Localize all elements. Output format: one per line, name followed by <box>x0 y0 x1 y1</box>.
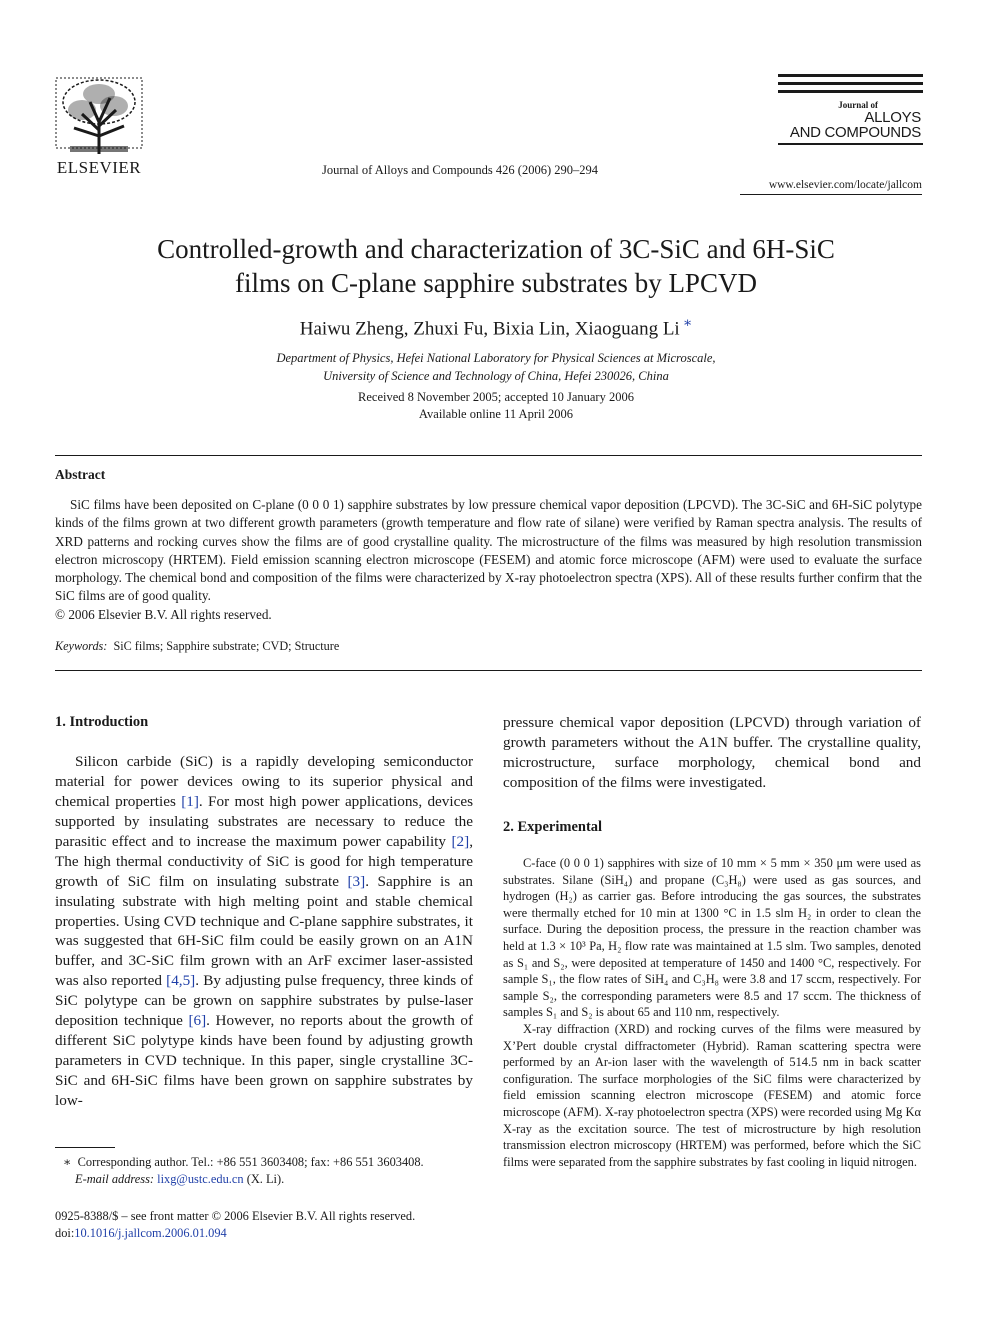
paper-title: Controlled-growth and characterization of 3C-SiC and 6H-SiC films on C-plane sapphire substrates by LPCVD <box>157 234 835 298</box>
available-date: Available online 11 April 2006 <box>418 407 574 421</box>
journal-logo <box>778 74 923 146</box>
section-heading-experimental: 2. Experimental <box>503 819 603 835</box>
journal-logo-top: Journal of <box>838 100 878 110</box>
author-email-link[interactable]: lixg@ustc.edu.cn <box>157 1171 244 1186</box>
citation-link-6[interactable]: [6] <box>188 1012 207 1030</box>
publisher-name: ELSEVIER <box>56 158 142 177</box>
abstract-heading: Abstract <box>55 467 106 482</box>
doi-link[interactable]: 10.1016/j.jallcom.2006.01.094 <box>74 1225 227 1240</box>
footnote-rule <box>55 1147 115 1148</box>
abstract-top-rule <box>55 455 922 456</box>
journal-logo-line2: AND COMPOUNDS <box>789 124 921 141</box>
article-footer: 0925-8388/$ – see front matter © 2006 Elsevier B.V. All rights reserved. doi:10.1016/j.jallcom.2006.01.094 <box>55 1208 473 1241</box>
citation-link-2[interactable]: [2] <box>451 832 470 850</box>
received-dates: Received 8 November 2005; accepted 10 January 2006 <box>358 390 634 404</box>
citation-link-4-5[interactable]: [4,5] <box>166 972 196 990</box>
journal-citation: Journal of Alloys and Compounds 426 (2006) 290–294 <box>321 163 599 177</box>
abstract-copyright: © 2006 Elsevier B.V. All rights reserved. <box>55 607 272 622</box>
corresponding-author-footnote: ∗ Corresponding author. Tel.: +86 551 3603408; fax: +86 551 3603408. E-mail address: lixg@ustc.edu.cn (X. Li). <box>63 1155 424 1186</box>
journal-logo-line1: ALLOYS <box>864 109 921 126</box>
introduction-body: Silicon carbide (SiC) is a rapidly developing semiconductor material for power devices owing to its superior physical and chemical properties [1]. For most high power applications, devices supported by insulating substrates are necessary to reduce the parasitic effect and to increase the maximum power capability [2], The high thermal conductivity of SiC is good for high temperature growth of SiC film on insulating substrate [3]. Sapphire is an insulating substrate with high melting point and stable chemical properties. Using CVD technique and C-plane sapphire substrates, it was suggested that 6H-SiC film could be easily grown on an A1N buffer, and 3C-SiC film grown with an ArF excimer laser-assisted was also reported [4,5]. By adjusting pulse frequency, three kinds of SiC polytype can be grown on sapphire substrates by pulse-laser deposition technique [6]. However, no reports about the growth of different SiC polytype kinds have been found by adjusting growth parameters in CVD technique. In this paper, single crystalline 3C-SiC and 6H-SiC films have been grown on sapphire substrates by low- <box>55 753 474 1109</box>
abstract-bottom-rule <box>55 670 922 671</box>
keywords-label: Keywords: <box>55 639 108 653</box>
keywords <box>55 639 339 654</box>
affiliation-line-1: Department of Physics, Hefei National Laboratory for Physical Sciences at Microscale, <box>276 351 716 365</box>
citation-link-1[interactable]: [1] <box>181 792 199 810</box>
experimental-body: C-face (0 0 0 1) sapphires with size of 10 mm × 5 mm × 350 μm were used as substrates. Silane (SiH₄) and propane (C₃H₈) were used as gas sources, and hydrogen (H₂) as carrier gas. Before introducing the gas sources, the substrates were thermally etched for 10 min at 1300 °C in 1.5 slm H₂ in order to clean the surface. During the deposition process, the pressure in the reaction chamber was held at 1.3 × 10³ Pa, H₂ flow rate was maintained at 1.5 slm. Two samples, denoted as S₁ and S₂, were deposited at temperature of 1450 and 1400 °C, respectively. For sample S₁, the flow rates of SiH₄ and C₃H₈ were 3.8 and 17 sccm, respectively. For sample S₂, the corresponding parameters were 8.5 and 17 sccm. The thickness of samples S₁ and S₂ is about 65 and 110 nm, respectively. X-ray diffraction (XRD) and rocking curves of the films were measured by X’Pert double crystal diffractometer (Hybrid). Raman scattering spectra were performed by an Ar-ion laser with the wavelength of 514.5 nm in back scatter configuration. The surface morphologies of the SiC films were characterized by field emission scanning electron microscope (FESEM) and atomic force microscope (AFM). X-ray photoelectron spectra (XPS) were recorded using Mg Kα X-ray as the excitation source. The test of microstructure by high resolution transmission electron microscopy (HRTEM) was performed, before which the SiC films were separated from the sapphire substrates by fast cooling in liquid nitrogen. <box>503 856 921 1169</box>
journal-url-link[interactable]: www.elsevier.com/locate/jallcom <box>768 179 922 191</box>
header-rule <box>740 194 922 195</box>
citation-link-3[interactable]: [3] <box>347 872 366 890</box>
introduction-continued: pressure chemical vapor deposition (LPCVD) through variation of growth parameters without the A1N buffer. The crystalline quality, microstructure, surface morphology, chemical bond and composition of the films were investigated. <box>503 714 921 791</box>
section-heading-introduction: 1. Introduction <box>55 714 149 730</box>
keywords-list: SiC films; Sapphire substrate; CVD; Structure <box>113 639 340 653</box>
author-footnote-mark[interactable]: ∗ <box>682 316 693 331</box>
abstract-body: SiC films have been deposited on C-plane (0 0 0 1) sapphire substrates by low pressure chemical vapor deposition (LPCVD). The 3C-SiC and 6H-SiC polytype kinds of the films grown at two different growth parameters (growth temperature and flow rate of silane) were verified by Raman spectra analysis. The results of XRD patterns and rocking curves show the films are of good crystalline quality. The microstructure of the films was measured by high resolution transmission electron microscopy (HRTEM). Field emission scanning electron microscope (FESEM) and atomic force microscope (AFM) were used to evaluate the surface morphology. The chemical bond and composition of the films were characterized by X-ray photoelectron spectra (XPS). All of these results further confirm that the SiC films are of good quality. <box>55 497 922 604</box>
issn-line: 0925-8388/$ – see front matter © 2006 Elsevier B.V. All rights reserved. <box>55 1209 416 1223</box>
author-list: Haiwu Zheng, Zhuxi Fu, Bixia Lin, Xiaoguang Li ∗ <box>299 316 693 340</box>
affiliation-line-2: University of Science and Technology of China, Hefei 230026, China <box>323 369 669 383</box>
